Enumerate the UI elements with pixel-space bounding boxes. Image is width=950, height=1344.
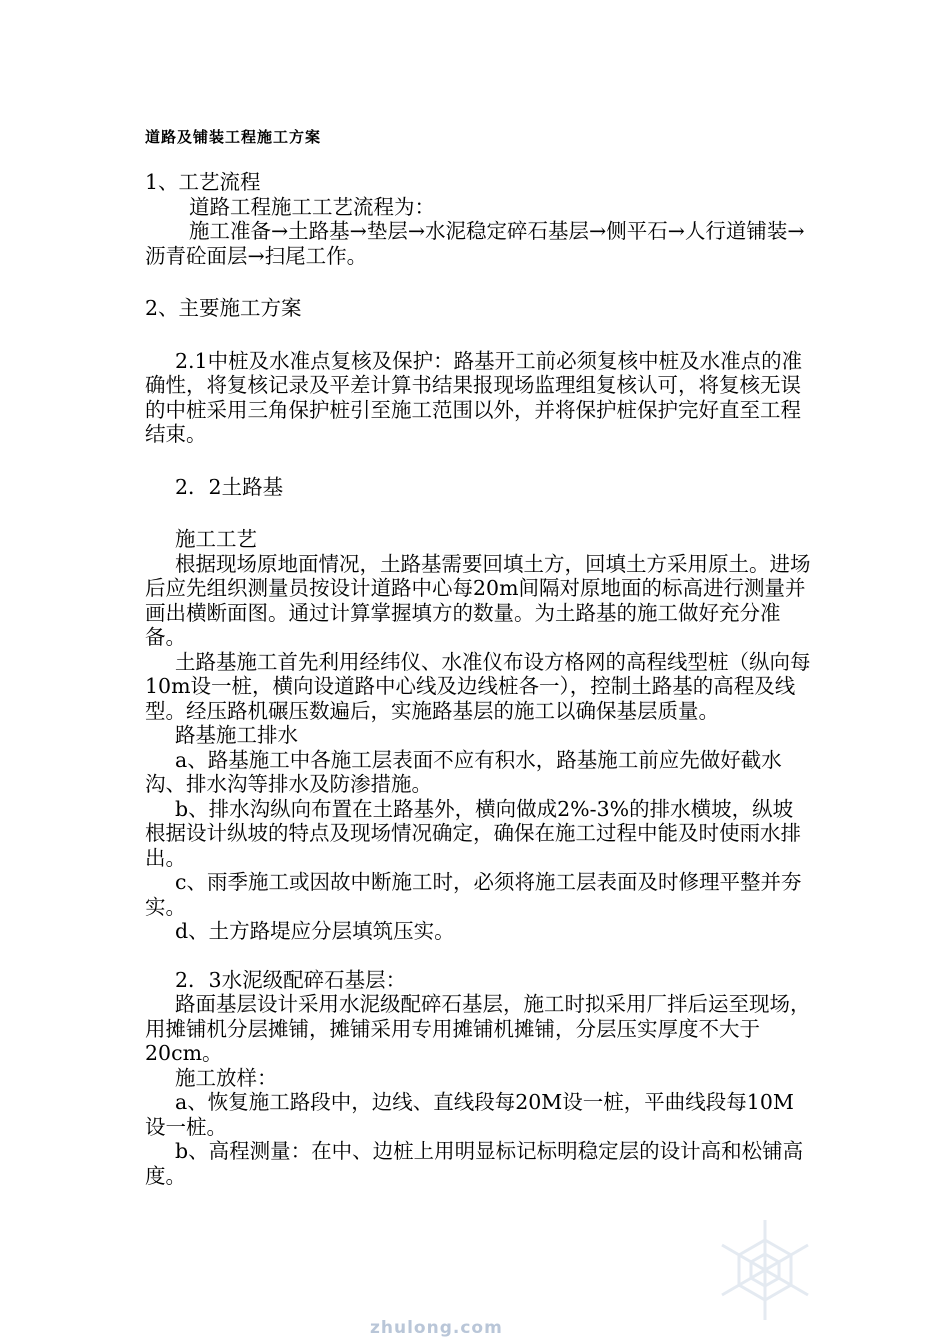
- paragraph: 土路基施工首先利用经纬仪、水准仪布设方格网的高程线型桩（纵向每10m设一桩，横向设道路中心线及边线桩各一），控制土路基的高程及线型。经压路机碾压数遍后，实施路基层的施工以确保基层质量。: [145, 649, 811, 723]
- section-heading-2: 2、主要施工方案: [145, 296, 302, 320]
- snowflake-logo-icon: [690, 1215, 840, 1325]
- paragraph: d、土方路堤应分层填筑压实。: [175, 919, 455, 943]
- paragraph: 施工准备→土路基→垫层→水泥稳定碎石基层→侧平石→人行道铺装→沥青砼面层→扫尾工作。: [145, 219, 805, 268]
- paragraph: 路基施工排水: [175, 723, 298, 747]
- paragraph: a、恢复施工路段中，边线、直线段每20M设一桩，平曲线段每10M设一桩。: [145, 1090, 794, 1139]
- paragraph: 施工放样：: [175, 1065, 278, 1090]
- paragraph: 2.1中桩及水准点复核及保护：路基开工前必须复核中桩及水准点的准确性，将复核记录及平差计算书结果报现场监理组复核认可，将复核无误的中桩采用三角保护桩引至施工范围以外，并将保护桩保护完好直至工程结束。: [145, 348, 803, 446]
- subsection-heading: 2．3水泥级配碎石基层：: [175, 967, 407, 992]
- paragraph: b、排水沟纵向布置在土路基外，横向做成2%-3%的排水横坡，纵坡根据设计纵坡的特点及现场情况确定，确保在施工过程中能及时使雨水排出。: [145, 796, 801, 870]
- paragraph: 路面基层设计采用水泥级配碎石基层，施工时拟采用厂拌后运至现场，用摊铺机分层摊铺，摊铺采用专用摊铺机摊铺，分层压实厚度不大于20cm。: [145, 992, 811, 1065]
- paragraph: 根据现场原地面情况，土路基需要回填土方，回填土方采用原土。进场后应先组织测量员按设计道路中心每20m间隔对原地面的标高进行测量并画出横断面图。通过计算掌握填方的数量。为土路基的施工做好充分准备。: [145, 551, 811, 649]
- paragraph: a、路基施工中各施工层表面不应有积水，路基施工前应先做好截水沟、排水沟等排水及防渗措施。: [145, 747, 782, 796]
- section-heading-1: 1、工艺流程: [145, 170, 261, 194]
- document-title: 道路及铺装工程施工方案: [145, 128, 322, 146]
- watermark-text: zhulong.com: [370, 1318, 503, 1338]
- subsection-heading: 2．2土路基: [175, 474, 284, 499]
- paragraph: 道路工程施工工艺流程为：: [189, 194, 435, 219]
- paragraph: 施工工艺: [175, 527, 257, 551]
- paragraph: b、高程测量：在中、边桩上用明显标记标明稳定层的设计高和松铺高度。: [145, 1139, 804, 1188]
- paragraph: c、雨季施工或因故中断施工时，必须将施工层表面及时修理平整并夯实。: [145, 870, 802, 919]
- document-body: [145, 170, 813, 1188]
